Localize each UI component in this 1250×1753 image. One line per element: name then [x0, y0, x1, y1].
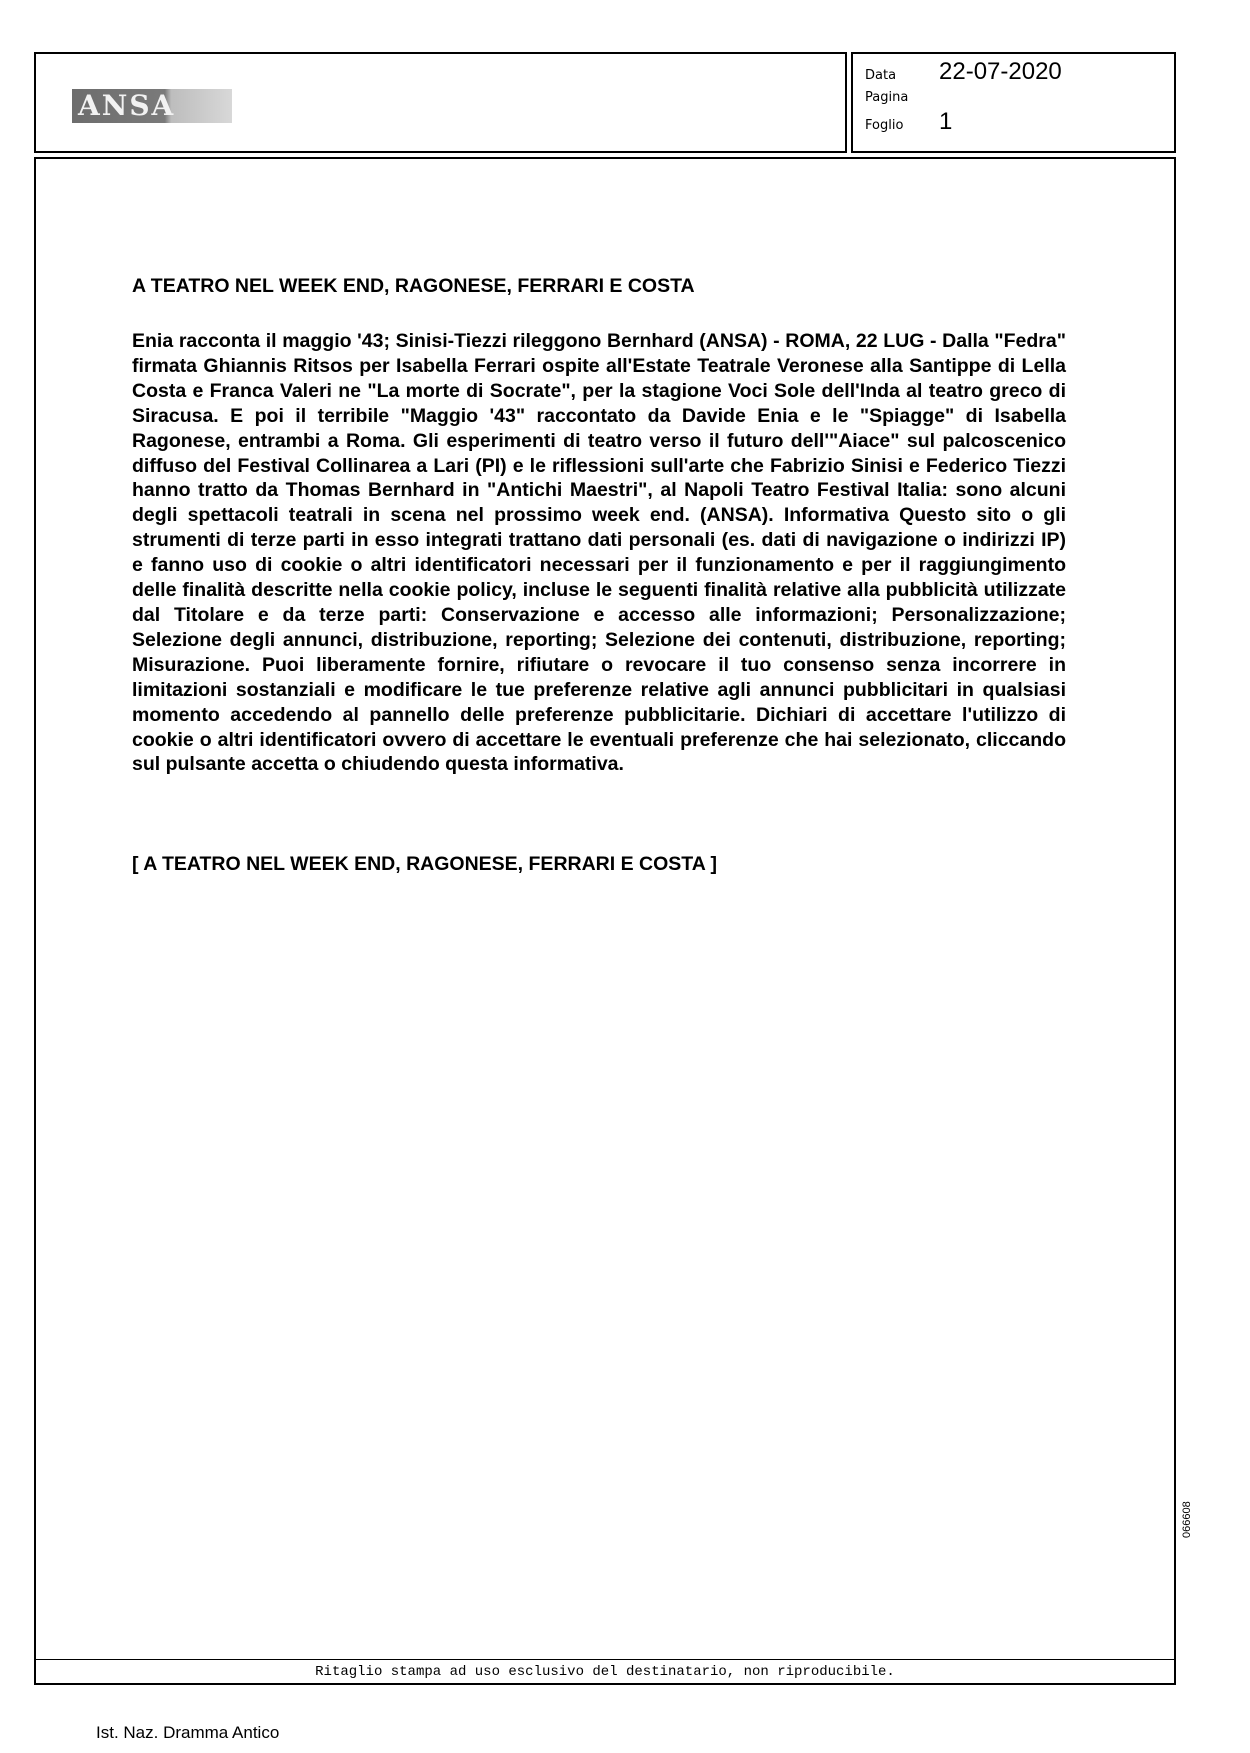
article-box	[34, 157, 1176, 1685]
source-label: Ist. Naz. Dramma Antico	[96, 1723, 280, 1742]
pagina-label: Pagina	[865, 90, 909, 105]
foglio-label: Foglio	[865, 118, 904, 133]
header-meta-box	[851, 52, 1176, 153]
document-code: 066608	[1181, 1501, 1193, 1539]
article-title: A TEATRO NEL WEEK END, RAGONESE, FERRARI E COSTA	[132, 275, 695, 297]
footer-divider	[36, 1659, 1174, 1660]
meta-pagina-row	[865, 90, 939, 105]
footer-notice: Ritaglio stampa ad uso esclusivo del destinatario, non riproducibile.	[315, 1664, 895, 1680]
ansa-logo	[72, 89, 232, 123]
data-label: Data	[865, 68, 897, 83]
ansa-logo-text: ANSA	[78, 89, 176, 122]
article-body: Enia racconta il maggio '43; Sinisi-Tiezzi rileggono Bernhard (ANSA) - ROMA, 22 LUG - Dalla "Fedra" firmata Ghiannis Ritsos per Isabella Ferrari ospite all'Estate Teatrale Veronese alla Santippe di Lella Costa e Franca Valeri ne "La morte di Socrate", per la stagione Voci Sole dell'Inda al teatro greco di Siracusa. E poi il terribile "Maggio '43" raccontato da Davide Enia e le "Spiagge" di Isabella Ragonese, entrambi a Roma. Gli esperimenti di teatro verso il futuro dell'"Aiace" sul palcoscenico diffuso del Festival Collinarea a Lari (PI) e le riflessioni sull'arte che Fabrizio Sinisi e Federico Tiezzi hanno tratto da Thomas Bernhard in "Antichi Maestri", al Napoli Teatro Festival Italia: sono alcuni degli spettacoli teatrali in scena nel prossimo week end. (ANSA). Informativa Questo sito o gli strumenti di terze parti in esso integrati trattano dati personali (es. dati di navigazione o indirizzi IP) e fanno uso di cookie o altri identificatori necessari per il funzionamento e per il raggiungimento delle finalità descritte nella cookie policy, incluse le seguenti finalità relative alla pubblicità utilizzate dal Titolare e da terze parti: Conservazione e accesso alle informazioni; Personalizzazione; Selezione degli annunci, distribuzione, reporting; Selezione dei contenuti, distribuzione, reporting; Misurazione. Puoi liberamente fornire, rifiutare o revocare il tuo consenso senza incorrere in limitazioni sostanziali e modificare le tue preferenze relative agli annunci pubblicitari in qualsiasi momento accedendo al pannello delle preferenze pubblicitarie. Dichiari di accettare l'utilizzo di cookie o altri identificatori ovvero di accettare le eventuali preferenze che hai selezionato, cliccando sul pulsante accetta o chiudendo questa informativa.	[132, 330, 1066, 776]
article-closing-title: [ A TEATRO NEL WEEK END, RAGONESE, FERRARI E COSTA ]	[132, 853, 718, 875]
meta-foglio-row	[865, 108, 952, 136]
data-value: 22-07-2020	[939, 58, 1062, 85]
foglio-value: 1	[939, 108, 953, 135]
meta-data-row	[865, 58, 1062, 86]
header-logo-box	[34, 52, 847, 153]
